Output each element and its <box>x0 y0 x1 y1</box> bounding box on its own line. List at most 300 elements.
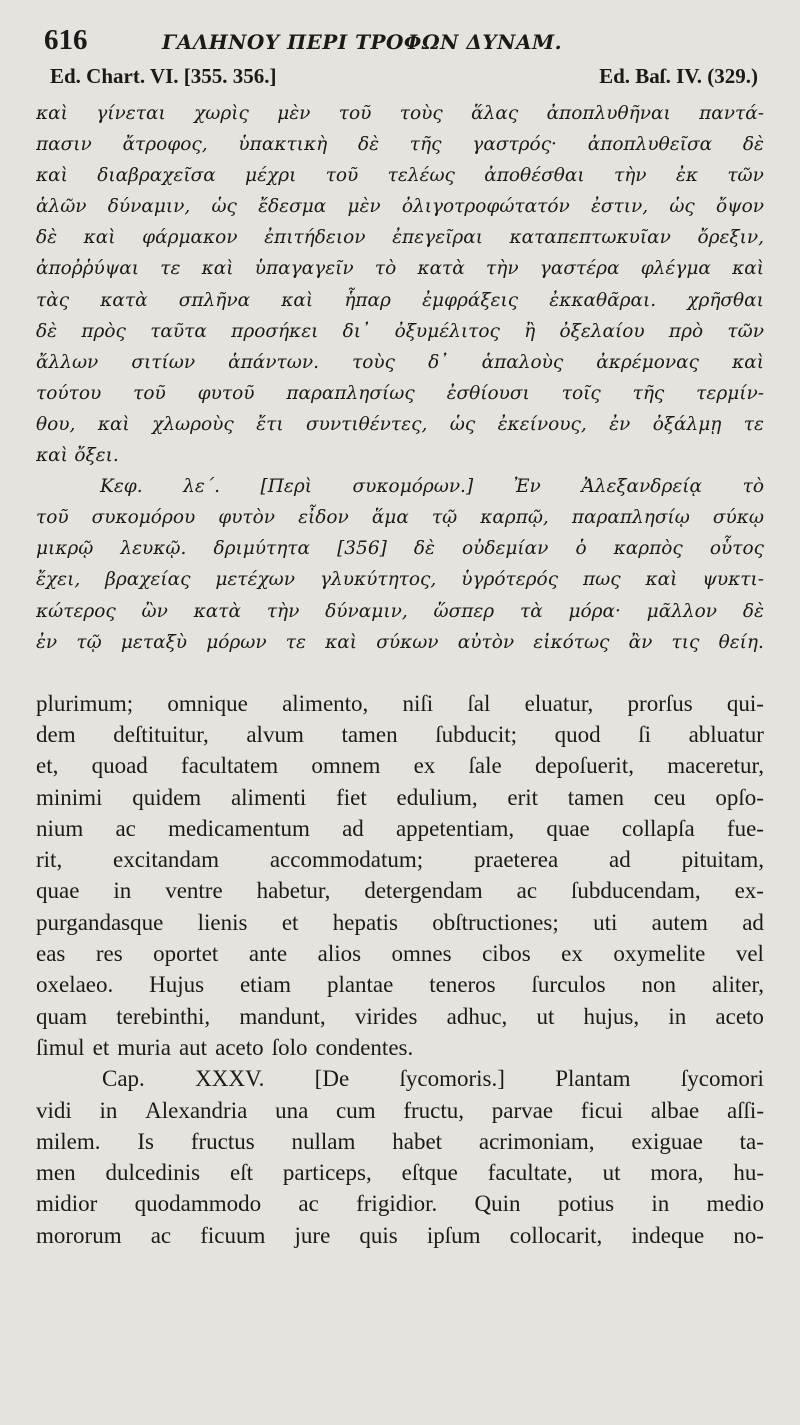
word: XXXV. <box>195 1066 265 1092</box>
word: φάρμακον <box>142 227 238 249</box>
word: fue- <box>726 815 764 841</box>
word: ſurculos <box>531 972 606 998</box>
word: ἁπάντων. <box>228 351 319 373</box>
word: διαβραχεῖσα <box>97 165 216 187</box>
word: parvae <box>491 1097 554 1123</box>
word: μικρῷ <box>36 538 94 560</box>
word: μέχρι <box>245 165 297 187</box>
word: aut <box>178 1034 208 1060</box>
word: cibos <box>482 941 531 967</box>
word: ὡς <box>211 196 237 218</box>
word: ἀποθέσθαι <box>484 165 585 187</box>
word: δὲ <box>742 600 764 622</box>
word: ὄρεξιν, <box>697 227 764 249</box>
word: Is <box>137 1128 154 1154</box>
word: προσήκει <box>231 320 319 342</box>
word: quod <box>554 721 601 747</box>
word: πασιν <box>36 134 92 156</box>
word: obſtructiones; <box>432 909 559 935</box>
word: καὶ <box>36 103 68 124</box>
running-head <box>36 24 764 64</box>
word: ipſum <box>426 1222 481 1248</box>
word: καὶ <box>281 289 314 311</box>
word: teneros <box>429 972 496 998</box>
word: μόρων <box>206 631 267 653</box>
word: vel <box>735 941 764 967</box>
word: ὑπακτικὴ <box>238 134 328 156</box>
word: δὲ <box>36 320 58 342</box>
word: alimenti <box>230 784 307 810</box>
word: καὶ <box>97 413 130 435</box>
word: condentes. <box>315 1034 414 1060</box>
word: Plantam <box>555 1066 631 1092</box>
word: τοῦ <box>338 103 372 124</box>
word: qui- <box>726 690 764 716</box>
word: [356] <box>337 538 387 560</box>
word: τοῖς <box>561 382 601 404</box>
word: frigidior. <box>356 1191 438 1217</box>
word: ficuum <box>200 1222 266 1248</box>
word: ἐσθίουσι <box>446 382 530 404</box>
word: exiguae <box>631 1128 703 1154</box>
word: εἶδον <box>298 507 349 529</box>
word: tamen <box>341 721 398 747</box>
word: ἔτι <box>256 413 284 435</box>
word: mora, <box>650 1160 704 1186</box>
word: ὄξει. <box>74 445 119 467</box>
word: δριμύτητα <box>213 538 311 560</box>
word: in <box>113 878 132 904</box>
word: τῆς <box>632 382 665 404</box>
word: καὶ <box>36 165 68 187</box>
word: ὡς <box>449 413 476 435</box>
edition-reference-line <box>36 64 764 98</box>
word: ἢ <box>524 320 536 342</box>
greek-line <box>36 533 764 564</box>
word: τῆς <box>409 134 442 156</box>
word: ὀξάλμῃ <box>652 413 722 435</box>
word: γαστέρα <box>539 258 620 280</box>
word: ac <box>150 1222 172 1248</box>
word: ὄψον <box>715 196 764 218</box>
word: cum <box>336 1097 376 1123</box>
word: ex- <box>734 878 764 904</box>
word: συκομόρων.] <box>352 476 474 498</box>
word: τούτου <box>36 382 102 404</box>
word: et <box>92 1034 110 1060</box>
word: habet <box>392 1128 443 1154</box>
word: ἐστιν, <box>590 196 649 218</box>
word: μὲν <box>347 196 381 218</box>
word: midior <box>36 1191 98 1217</box>
word: σιτίων <box>131 351 196 373</box>
greek-line <box>36 440 764 471</box>
word: καὶ <box>732 351 764 373</box>
word: [De <box>314 1066 350 1092</box>
word: rit, <box>36 847 63 873</box>
word: οὐδεμίαν <box>461 538 549 560</box>
word: θου, <box>36 413 76 435</box>
word: eas <box>36 941 66 967</box>
word: σύκῳ <box>712 507 764 529</box>
word: ἅμα <box>371 507 409 529</box>
word: et, <box>36 753 59 779</box>
word: quae <box>546 815 590 841</box>
word: terebinthi, <box>116 1003 211 1029</box>
word: ſubducit; <box>435 721 518 747</box>
word: ἐπιτήδειον <box>264 227 366 249</box>
greek-line <box>36 627 764 658</box>
word: prorſus <box>627 690 693 716</box>
word: καὶ <box>36 445 68 467</box>
word: medio <box>706 1191 764 1217</box>
latin-line <box>36 719 764 750</box>
word: quidem <box>132 784 202 810</box>
word: aliter, <box>711 972 764 998</box>
word: τοῦ <box>36 507 69 529</box>
word: χλωροὺς <box>152 413 234 435</box>
word: αὐτὸν <box>457 631 515 653</box>
word: Alexandria <box>145 1097 248 1123</box>
word: facultatem <box>181 753 279 779</box>
word: hu- <box>733 1160 764 1186</box>
word: καὶ <box>201 258 234 280</box>
word: γλυκύτητος, <box>319 569 437 591</box>
word: ex <box>413 753 436 779</box>
word: omnique <box>167 690 248 716</box>
latin-line <box>36 969 764 1000</box>
word: ἁλῶν <box>36 196 87 218</box>
word: τὴν <box>266 600 300 622</box>
word: Hujus <box>149 972 205 998</box>
word: muria <box>117 1034 171 1060</box>
word: ante <box>248 941 288 967</box>
word: ex <box>561 941 583 967</box>
word: χρῆσθαι <box>687 289 764 311</box>
word: medicamentum <box>168 815 310 841</box>
word: omnem <box>311 753 381 779</box>
edition-basel: Ed. Baſ. IV. (329.) <box>599 64 758 88</box>
latin-line <box>36 1095 764 1126</box>
word: fructu, <box>403 1097 465 1123</box>
word: ſi <box>638 721 651 747</box>
word: abluatur <box>688 721 764 747</box>
greek-line <box>36 129 764 160</box>
word: τοῦ <box>133 382 166 404</box>
word: ficui <box>580 1097 623 1123</box>
word: ad <box>342 815 364 841</box>
word: in <box>668 1003 687 1029</box>
page-number: 616 <box>44 24 88 56</box>
word: ac <box>115 815 136 841</box>
greek-line <box>36 191 764 222</box>
word: virides <box>354 1003 418 1029</box>
latin-line <box>36 813 764 844</box>
word: ὢν <box>141 600 168 622</box>
greek-line <box>36 564 764 595</box>
edition-chartier: Ed. Chart. VI. [355. 356.] <box>50 64 277 88</box>
word: τοὺς <box>399 103 443 124</box>
word: κατὰ <box>193 600 242 622</box>
word: plantae <box>326 972 394 998</box>
latin-line <box>36 844 764 875</box>
word: ſolo <box>271 1034 308 1060</box>
latin-line <box>36 1157 764 1188</box>
latin-line <box>36 938 764 969</box>
word: particeps, <box>282 1160 372 1186</box>
word: collocarit, <box>509 1222 603 1248</box>
latin-chapter-heading-line <box>36 1063 764 1094</box>
word: vidi <box>36 1097 72 1123</box>
word: potius <box>557 1191 615 1217</box>
word: praeterea <box>473 847 559 873</box>
word: ὀξελαίου <box>559 320 645 342</box>
word: mandunt, <box>239 1003 326 1029</box>
word: ὁ <box>575 538 587 560</box>
word: aceto <box>215 1034 264 1060</box>
word: πρὸ <box>668 320 704 342</box>
latin-line <box>36 1220 764 1251</box>
word: tamen <box>567 784 624 810</box>
word: τοὺς <box>352 351 396 373</box>
word: eſtque <box>401 1160 458 1186</box>
word: ἐκ <box>675 165 698 187</box>
word: μὲν <box>277 103 311 124</box>
word: καὶ <box>83 227 116 249</box>
word: alimento, <box>282 690 369 716</box>
word: εἰκότως <box>533 631 610 653</box>
word: quam <box>36 1003 88 1029</box>
word: ἐκκαθᾶραι. <box>549 289 657 311</box>
word: βραχείας <box>105 569 191 591</box>
word: ἐμφράξεις <box>422 289 519 311</box>
word: καὶ <box>645 569 678 591</box>
word: μεταξὺ <box>120 631 188 653</box>
word: non <box>641 972 676 998</box>
running-title: ΓΑΛΗΝΟΥ ΠΕΡΙ ΤΡΟΦΩΝ ΔΥΝΑΜ. <box>162 30 563 54</box>
word: μόρα· <box>568 600 621 622</box>
word: ut <box>536 1003 555 1029</box>
latin-line <box>36 782 764 813</box>
word: λε΄. <box>183 476 220 498</box>
word: in <box>651 1191 670 1217</box>
word: deſtituitur, <box>113 721 209 747</box>
word: uti <box>593 909 618 935</box>
word: καρπὸς <box>613 538 683 560</box>
latin-line <box>36 875 764 906</box>
latin-text-block <box>36 688 764 1251</box>
word: ta- <box>739 1128 764 1154</box>
word: minimi <box>36 784 103 810</box>
word: oxymelite <box>613 941 706 967</box>
word: quoad <box>91 753 148 779</box>
word: in <box>99 1097 118 1123</box>
word: σπλῆνα <box>178 289 251 311</box>
word: aceto <box>715 1003 764 1029</box>
word: autem <box>651 909 708 935</box>
word: τε <box>743 413 764 435</box>
word: collapſa <box>621 815 695 841</box>
greek-line <box>36 347 764 378</box>
word: τὸ <box>374 258 397 280</box>
word: Ἐν <box>513 476 541 498</box>
latin-line <box>36 907 764 938</box>
word: λευκῷ. <box>120 538 187 560</box>
word: nium <box>36 815 84 841</box>
greek-line <box>36 253 764 284</box>
word: milem. <box>36 1128 101 1154</box>
word: ſycomoris.] <box>399 1066 505 1092</box>
word: ἐν <box>609 413 631 435</box>
word: τὴν <box>486 258 519 280</box>
word: facultate, <box>487 1160 573 1186</box>
word: τοῦ <box>325 165 359 187</box>
word: μᾶλλον <box>646 600 718 622</box>
word: opſo- <box>715 784 764 810</box>
word: ἁπαλοὺς <box>481 351 564 373</box>
word: δὲ <box>36 227 58 249</box>
word: ſal <box>467 690 491 716</box>
word: ἀποπλυθεῖσα <box>587 134 713 156</box>
word: detergendam <box>364 878 483 904</box>
word: τις <box>671 631 700 653</box>
word: πρὸς <box>81 320 126 342</box>
word: θείη. <box>718 631 764 653</box>
word: niſi <box>402 690 434 716</box>
word: τερμίν- <box>696 382 764 404</box>
word: φυτὸν <box>218 507 276 529</box>
word: omnes <box>391 941 452 967</box>
word: παραπλησίως <box>286 382 415 404</box>
word: plurimum; <box>36 690 134 716</box>
word: κατὰ <box>100 289 148 311</box>
word: τὴν <box>613 165 647 187</box>
word: erit <box>507 784 539 810</box>
word: ac <box>516 878 538 904</box>
word: jure <box>294 1222 331 1248</box>
word: ὑπαγαγεῖν <box>254 258 354 280</box>
word: ceu <box>653 784 686 810</box>
word: habetur, <box>256 878 331 904</box>
greek-line <box>36 285 764 316</box>
word: acrimoniam, <box>478 1128 595 1154</box>
word: ut <box>602 1160 621 1186</box>
word: τὰ <box>519 600 543 622</box>
word: ventre <box>165 878 223 904</box>
word: [Περὶ <box>260 476 312 498</box>
word: fructus <box>190 1128 255 1154</box>
greek-line <box>36 378 764 409</box>
word: καὶ <box>325 631 358 653</box>
word: fiet <box>336 784 367 810</box>
word: δι᾽ <box>342 320 371 342</box>
word: ὥσπερ <box>433 600 495 622</box>
word: ὑγρότερός <box>461 569 559 591</box>
word: quodammodo <box>134 1191 262 1217</box>
word: et <box>281 909 299 935</box>
word: ἐν <box>36 631 58 653</box>
word: τε <box>285 631 306 653</box>
word: nullam <box>291 1128 356 1154</box>
word: no- <box>733 1222 764 1248</box>
word: quae <box>36 878 80 904</box>
word: ἐκείνους, <box>497 413 587 435</box>
latin-line <box>36 1188 764 1219</box>
word: τὰς <box>36 289 70 311</box>
word: χωρὶς <box>194 103 249 124</box>
word: γίνεται <box>96 103 166 124</box>
word: una <box>275 1097 309 1123</box>
greek-line <box>36 160 764 191</box>
word: γαστρός· <box>472 134 557 156</box>
word: δὲ <box>413 538 435 560</box>
word: ἐπεγεῖραι <box>392 227 483 249</box>
greek-line <box>36 502 764 533</box>
latin-line <box>36 1032 764 1063</box>
word: lienis <box>197 909 248 935</box>
greek-line <box>36 409 764 440</box>
word: ἀποῤῥύψαι <box>36 258 140 280</box>
word: τε <box>160 258 181 280</box>
word: παραπλησίῳ <box>571 507 690 529</box>
latin-line <box>36 750 764 781</box>
greek-line <box>36 98 764 129</box>
word: oxelaeo. <box>36 972 114 998</box>
word: hepatis <box>332 909 398 935</box>
word: κώτερος <box>36 600 116 622</box>
word: pituitam, <box>681 847 764 873</box>
word: πως <box>582 569 621 591</box>
word: Cap. <box>102 1066 145 1092</box>
word: ſycomori <box>680 1066 764 1092</box>
word: ἧπαρ <box>344 289 391 311</box>
word: ſubducendam, <box>570 878 701 904</box>
word: ταῦτα <box>150 320 207 342</box>
word: accommodatum; <box>269 847 424 873</box>
word: res <box>95 941 123 967</box>
word: albae <box>650 1097 700 1123</box>
word: καταπεπτωκυῖαν <box>509 227 671 249</box>
word: Ἀλεξανδρείᾳ <box>581 476 702 498</box>
word: τῶν <box>727 320 764 342</box>
word: μετέχων <box>215 569 296 591</box>
word: quis <box>359 1222 398 1248</box>
latin-line <box>36 688 764 719</box>
word: τῷ <box>76 631 102 653</box>
word: ἂν <box>628 631 653 653</box>
greek-line <box>36 316 764 347</box>
word: δὲ <box>357 134 380 156</box>
word: ὀξυμέλιτος <box>394 320 500 342</box>
greek-text-block <box>36 98 764 658</box>
word: ἔδεσμα <box>258 196 327 218</box>
word: καρπῷ, <box>480 507 549 529</box>
word: ſimul <box>36 1034 85 1060</box>
word: ψυκτι- <box>702 569 764 591</box>
word: δύναμιν, <box>107 196 191 218</box>
word: alios <box>317 941 362 967</box>
word: mororum <box>36 1222 122 1248</box>
word: ἀκρέμονας <box>596 351 699 373</box>
word: κατὰ <box>417 258 465 280</box>
word: δὲ <box>742 134 764 156</box>
word: eſt <box>230 1160 253 1186</box>
word: καὶ <box>732 258 764 280</box>
word: depoſuerit, <box>534 753 634 779</box>
word: ἔχει, <box>36 569 81 591</box>
word: ὀλιγοτροφώτατόν <box>401 196 570 218</box>
word: σύκων <box>376 631 439 653</box>
